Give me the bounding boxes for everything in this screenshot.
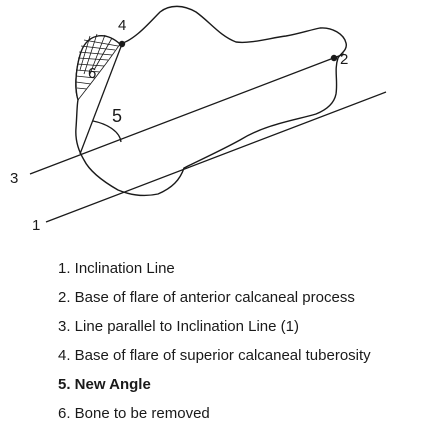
legend-item-3: 3. Line parallel to Inclination Line (1)	[58, 318, 299, 335]
point-2-marker	[331, 55, 337, 61]
marker-3: 3	[10, 170, 19, 187]
legend-item-5: 5. New Angle	[58, 376, 151, 393]
legend-item-6: 6. Bone to be removed	[58, 405, 210, 422]
marker-2: 2	[340, 51, 349, 68]
calcaneus-outline	[76, 6, 347, 195]
inclination-line-1	[46, 92, 386, 222]
marker-1: 1	[32, 217, 41, 234]
marker-4: 4	[118, 17, 127, 34]
angle-leg-line	[80, 44, 122, 154]
legend-item-1: 1. Inclination Line	[58, 260, 175, 277]
marker-5: 5	[112, 106, 123, 126]
legend-item-4: 4. Base of flare of superior calcaneal tuberosity	[58, 347, 371, 364]
marker-6: 6	[88, 65, 97, 82]
diagram-legend	[58, 254, 371, 428]
point-4-marker	[119, 41, 125, 47]
legend-item-2: 2. Base of flare of anterior calcaneal process	[58, 289, 355, 306]
